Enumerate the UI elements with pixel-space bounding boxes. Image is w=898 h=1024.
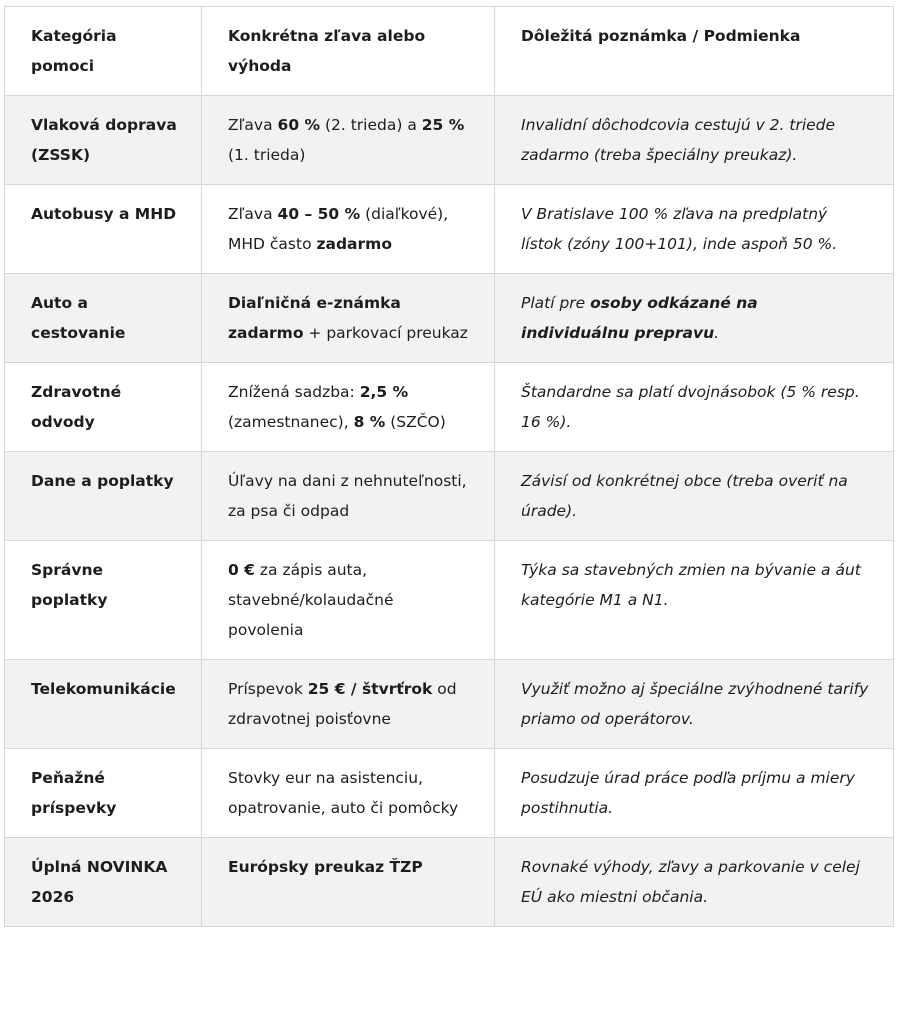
text-segment: (zamestnanec), [228,413,354,431]
note-cell [495,96,894,185]
table-row [5,660,894,749]
emphasized-text: 60 % [277,116,321,134]
category-cell: Autobusy a MHD [5,185,202,274]
text-segment: + parkovací preukaz [303,324,468,342]
category-cell: Vlaková doprava (ZSSK) [5,96,202,185]
text-segment: (1. trieda) [228,146,306,164]
benefit-cell [202,363,495,452]
emphasized-text: 25 % [421,116,465,134]
note-cell [495,541,894,660]
category-cell: Telekomunikácie [5,660,202,749]
text-segment: Príspevok [228,680,308,698]
emphasized-text: 8 % [353,413,386,431]
header-benefit: Konkrétna zľava alebo výhoda [202,7,495,96]
table-row [5,452,894,541]
text-segment: od zdravotnej poisťovne [228,680,457,728]
text-segment: (diaľkové), MHD často [228,205,449,253]
text-segment: za zápis auta, stavebné/kolaudačné povolenia [228,561,394,639]
header-row [5,7,894,96]
text-segment: Stovky eur na asistenciu, opatrovanie, auto či pomôcky [228,769,459,817]
table-row [5,838,894,927]
text-segment: Závisí od konkrétnej obce (treba overiť na úrade). [521,472,848,520]
table-row [5,363,894,452]
text-segment: Posudzuje úrad práce podľa príjmu a miery postihnutia. [521,769,855,817]
text-segment: Zľava [228,205,278,223]
category-cell: Správne poplatky [5,541,202,660]
category-cell: Peňažné príspevky [5,749,202,838]
table-row [5,185,894,274]
note-cell [495,838,894,927]
note-cell [495,452,894,541]
benefit-cell [202,541,495,660]
note-cell [495,185,894,274]
text-segment: Zľava [228,116,278,134]
text-segment: Úľavy na dani z nehnuteľnosti, za psa či odpad [228,472,467,520]
table-row [5,749,894,838]
text-segment: Týka sa stavebných zmien na bývanie a áut kategórie M1 a N1. [521,561,861,609]
emphasized-text: 25 € / štvrťrok [307,680,433,698]
text-segment: V Bratislave 100 % zľava na predplatný lístok (zóny 100+101), inde aspoň 50 %. [521,205,838,253]
benefits-table [4,6,894,927]
note-cell [495,363,894,452]
benefits-table-container [4,6,894,927]
note-cell [495,660,894,749]
table-header [5,7,894,96]
emphasized-text: 2,5 % [359,383,409,401]
benefit-cell [202,660,495,749]
emphasized-text: Európsky preukaz ŤZP [228,858,423,876]
table-row [5,541,894,660]
emphasized-text: 0 € [228,561,255,579]
table-body [5,96,894,927]
text-segment: Využiť možno aj špeciálne zvýhodnené tarify priamo od operátorov. [521,680,869,728]
note-cell [495,749,894,838]
text-segment: Štandardne sa platí dvojnásobok (5 % resp. 16 %). [521,383,860,431]
text-segment: Invalidní dôchodcovia cestujú v 2. triede zadarmo (treba špeciálny preukaz). [521,116,836,164]
emphasized-text: zadarmo [316,235,392,253]
benefit-cell [202,838,495,927]
emphasized-text: 40 – 50 % [277,205,361,223]
text-segment: . [714,324,720,342]
benefit-cell [202,749,495,838]
benefit-cell [202,274,495,363]
category-cell: Auto a cestovanie [5,274,202,363]
category-cell: Zdravotné odvody [5,363,202,452]
benefit-cell [202,452,495,541]
text-segment: Rovnaké výhody, zľavy a parkovanie v celej EÚ ako miestni občania. [521,858,860,906]
emphasized-text: osoby odkázané na individuálnu prepravu [521,294,758,342]
text-segment: (2. trieda) a [320,116,422,134]
table-row [5,96,894,185]
category-cell: Úplná NOVINKA 2026 [5,838,202,927]
header-category: Kategória pomoci [5,7,202,96]
benefit-cell [202,96,495,185]
note-cell [495,274,894,363]
benefit-cell [202,185,495,274]
header-note: Dôležitá poznámka / Podmienka [495,7,894,96]
text-segment: Platí pre [521,294,591,312]
text-segment: Znížená sadzba: [228,383,360,401]
category-cell: Dane a poplatky [5,452,202,541]
emphasized-text: Diaľničná e-známka zadarmo [228,294,401,342]
text-segment: (SZČO) [385,413,446,431]
table-row [5,274,894,363]
